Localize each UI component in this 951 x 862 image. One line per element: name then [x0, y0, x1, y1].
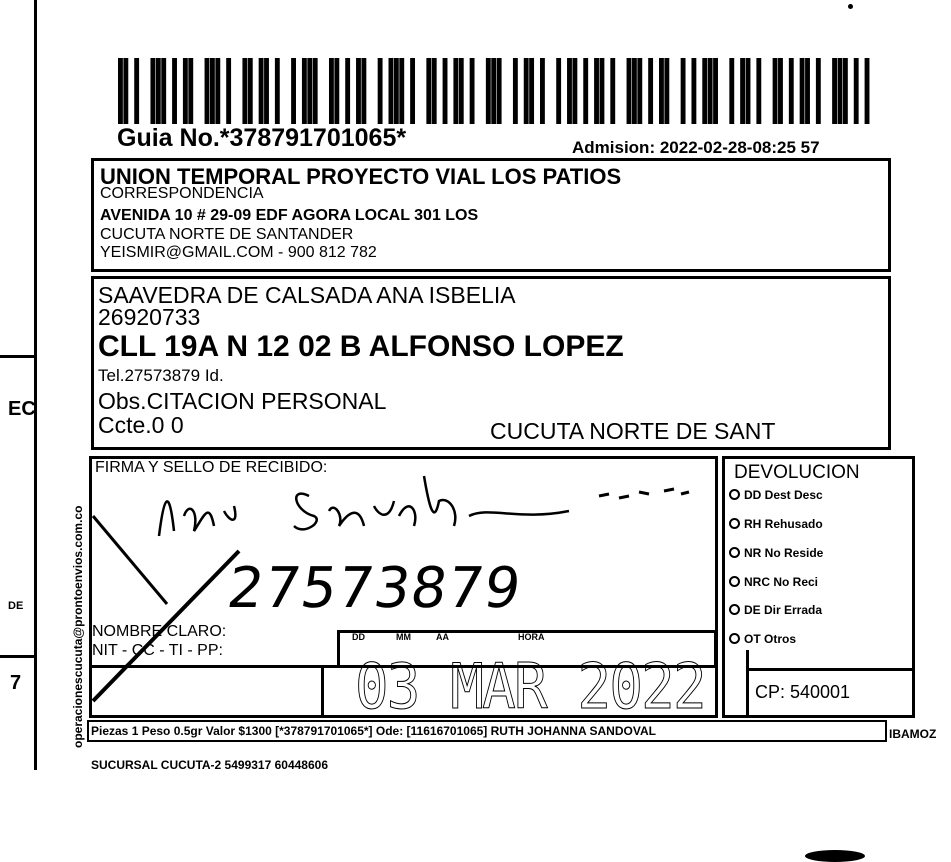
- barcode-bar: [334, 58, 339, 124]
- barcode-bar: [632, 58, 637, 124]
- barcode-bar: [681, 58, 686, 124]
- barcode-bar: [529, 58, 534, 124]
- nit-label: NIT - CC - TI - PP:: [92, 642, 223, 659]
- barcode-bar: [594, 58, 599, 124]
- barcode-bar: [778, 58, 783, 124]
- admision-timestamp: Admision: 2022-02-28-08:25 57: [572, 138, 820, 157]
- recipient-id: 26920733: [98, 304, 201, 330]
- option-rh: RH Rehusado: [744, 517, 823, 531]
- barcode-bar: [156, 58, 161, 124]
- barcode-bar: [664, 58, 669, 124]
- scan-blob: [805, 850, 865, 862]
- handwritten-number: 27573879: [223, 556, 526, 621]
- barcode-bar: [264, 58, 269, 124]
- devolucion-title: DEVOLUCION: [734, 462, 860, 483]
- sender-address: AVENIDA 10 # 29-09 EDF AGORA LOCAL 301 LOS: [100, 207, 479, 224]
- barcode: [118, 58, 870, 124]
- recipient-name: SAAVEDRA DE CALSADA ANA ISBELIA: [98, 282, 516, 308]
- barcode-bar: [843, 58, 848, 124]
- barcode-bar: [356, 58, 361, 124]
- barcode-bar: [210, 58, 215, 124]
- nombre-label: NOMBRE CLARO:: [92, 623, 227, 640]
- barcode-bar: [302, 58, 307, 124]
- barcode-bar: [453, 58, 458, 124]
- option-nrc: NRC No Reci: [744, 575, 819, 589]
- barcode-bar: [637, 58, 642, 124]
- radio-rh[interactable]: [729, 518, 740, 529]
- barcode-bar: [226, 58, 231, 124]
- margin-char-7: 7: [10, 672, 22, 694]
- barcode-bar: [583, 58, 588, 124]
- margin-char-de: DE: [8, 600, 24, 612]
- date-header-aa: AA: [436, 632, 449, 642]
- barcode-bar: [459, 58, 464, 124]
- barcode-bar: [242, 58, 247, 124]
- barcode-bar: [118, 58, 123, 124]
- barcode-bar: [513, 58, 518, 124]
- barcode-bar: [183, 58, 188, 124]
- barcode-bar: [378, 58, 383, 124]
- radio-nr[interactable]: [729, 547, 740, 558]
- sender-dept: CORRESPONDENCIA: [100, 185, 264, 202]
- barcode-bar: [789, 58, 794, 124]
- sender-contact: YEISMIR@GMAIL.COM - 900 812 782: [100, 244, 377, 261]
- barcode-bar: [800, 58, 805, 124]
- recipient-city: CUCUTA NORTE DE SANT: [490, 418, 776, 444]
- barcode-bar: [215, 58, 220, 124]
- barcode-bar: [123, 58, 128, 124]
- barcode-bar: [426, 58, 431, 124]
- barcode-bar: [854, 58, 859, 124]
- barcode-bar: [275, 58, 280, 124]
- barcode-bar: [188, 58, 193, 124]
- barcode-bar: [389, 58, 394, 124]
- barcode-bar: [691, 58, 696, 124]
- barcode-bar: [702, 58, 707, 124]
- barcode-bar: [399, 58, 404, 124]
- barcode-bar: [410, 58, 415, 124]
- barcode-bar: [172, 58, 177, 124]
- barcode-bar: [816, 58, 821, 124]
- barcode-bar: [134, 58, 139, 124]
- footer-overflow: IBAMOZ: [889, 727, 937, 741]
- barcode-bar: [659, 58, 664, 124]
- postal-code: CP: 540001: [755, 682, 851, 702]
- left-margin-frame: [0, 355, 34, 358]
- barcode-bar: [307, 58, 312, 124]
- date-header-mm: MM: [396, 632, 411, 642]
- sender-name: UNION TEMPORAL PROYECTO VIAL LOS PATIOS: [100, 164, 622, 189]
- left-margin-frame-2: [0, 655, 34, 658]
- barcode-bar: [805, 58, 810, 124]
- barcode-bar: [740, 58, 745, 124]
- barcode-bar: [746, 58, 751, 124]
- barcode-bar: [610, 58, 615, 124]
- barcode-bar: [205, 58, 210, 124]
- branch-info: SUCURSAL CUCUTA-2 5499317 60448606: [91, 758, 328, 772]
- recipient-obs: Obs.CITACION PERSONAL: [98, 388, 387, 414]
- scan-speck: [848, 4, 853, 9]
- barcode-bar: [540, 58, 545, 124]
- barcode-bar: [432, 58, 437, 124]
- dotted-scribble: [599, 489, 689, 498]
- barcode-bar: [713, 58, 718, 124]
- barcode-bar: [150, 58, 155, 124]
- option-dd: DD Dest Desc: [744, 488, 823, 502]
- barcode-bar: [345, 58, 350, 124]
- barcode-bar: [648, 58, 653, 124]
- left-margin-rule: [34, 0, 37, 770]
- barcode-bar: [600, 58, 605, 124]
- radio-dd[interactable]: [729, 489, 740, 500]
- diagonal-strike-1: [93, 516, 167, 604]
- option-de: DE Dir Errada: [744, 603, 823, 617]
- barcode-bar: [470, 58, 475, 124]
- stamp-date: 03 MAR 2022: [355, 650, 705, 723]
- cp-rule: [748, 668, 915, 671]
- barcode-bar: [491, 58, 496, 124]
- date-header-hora: HORA: [518, 632, 545, 642]
- barcode-bar: [259, 58, 264, 124]
- recipient-address: CLL 19A N 12 02 B ALFONSO LOPEZ: [98, 330, 624, 363]
- margin-char-ec: EC: [8, 398, 36, 420]
- barcode-bar: [248, 58, 253, 124]
- barcode-bar: [838, 58, 843, 124]
- barcode-bar: [708, 58, 713, 124]
- barcode-bar: [361, 58, 366, 124]
- barcode-bar: [832, 58, 837, 124]
- barcode-bar: [524, 58, 529, 124]
- recipient-ccte: Ccte.0 0: [98, 412, 184, 438]
- barcode-bar: [394, 58, 399, 124]
- radio-ot[interactable]: [729, 633, 740, 644]
- date-header-dd: DD: [352, 632, 365, 642]
- footer-detail: Piezas 1 Peso 0.5gr Valor $1300 [*378791701065*] Ode: [11616701065] RUTH JOHANNA SANDOVAL: [91, 724, 656, 738]
- barcode-bar: [729, 58, 734, 124]
- option-nr: NR No Reside: [744, 546, 824, 560]
- margin-email: operacionescucuta@prontoenvios.com.co: [71, 505, 85, 748]
- recipient-tel: Tel.27573879 Id.: [98, 366, 224, 385]
- cp-divider: [746, 650, 749, 718]
- option-ot: OT Otros: [744, 632, 797, 646]
- sender-city: CUCUTA NORTE DE SANTANDER: [100, 226, 354, 243]
- barcode-bar: [497, 58, 502, 124]
- barcode-bar: [627, 58, 632, 124]
- radio-de[interactable]: [729, 604, 740, 615]
- barcode-bar: [329, 58, 334, 124]
- radio-nrc[interactable]: [729, 576, 740, 587]
- signature: [159, 476, 569, 536]
- barcode-bar: [567, 58, 572, 124]
- barcode-bar: [443, 58, 448, 124]
- guia-number: Guia No.*378791701065*: [117, 124, 407, 152]
- barcode-bar: [486, 58, 491, 124]
- barcode-bar: [313, 58, 318, 124]
- barcode-bar: [773, 58, 778, 124]
- barcode-bar: [572, 58, 577, 124]
- barcode-bar: [756, 58, 761, 124]
- barcode-bar: [291, 58, 296, 124]
- receipt-title: FIRMA Y SELLO DE RECIBIDO:: [95, 459, 328, 476]
- barcode-bar: [865, 58, 870, 124]
- barcode-bar: [161, 58, 166, 124]
- date-cell-divider: [321, 665, 324, 718]
- barcode-bar: [556, 58, 561, 124]
